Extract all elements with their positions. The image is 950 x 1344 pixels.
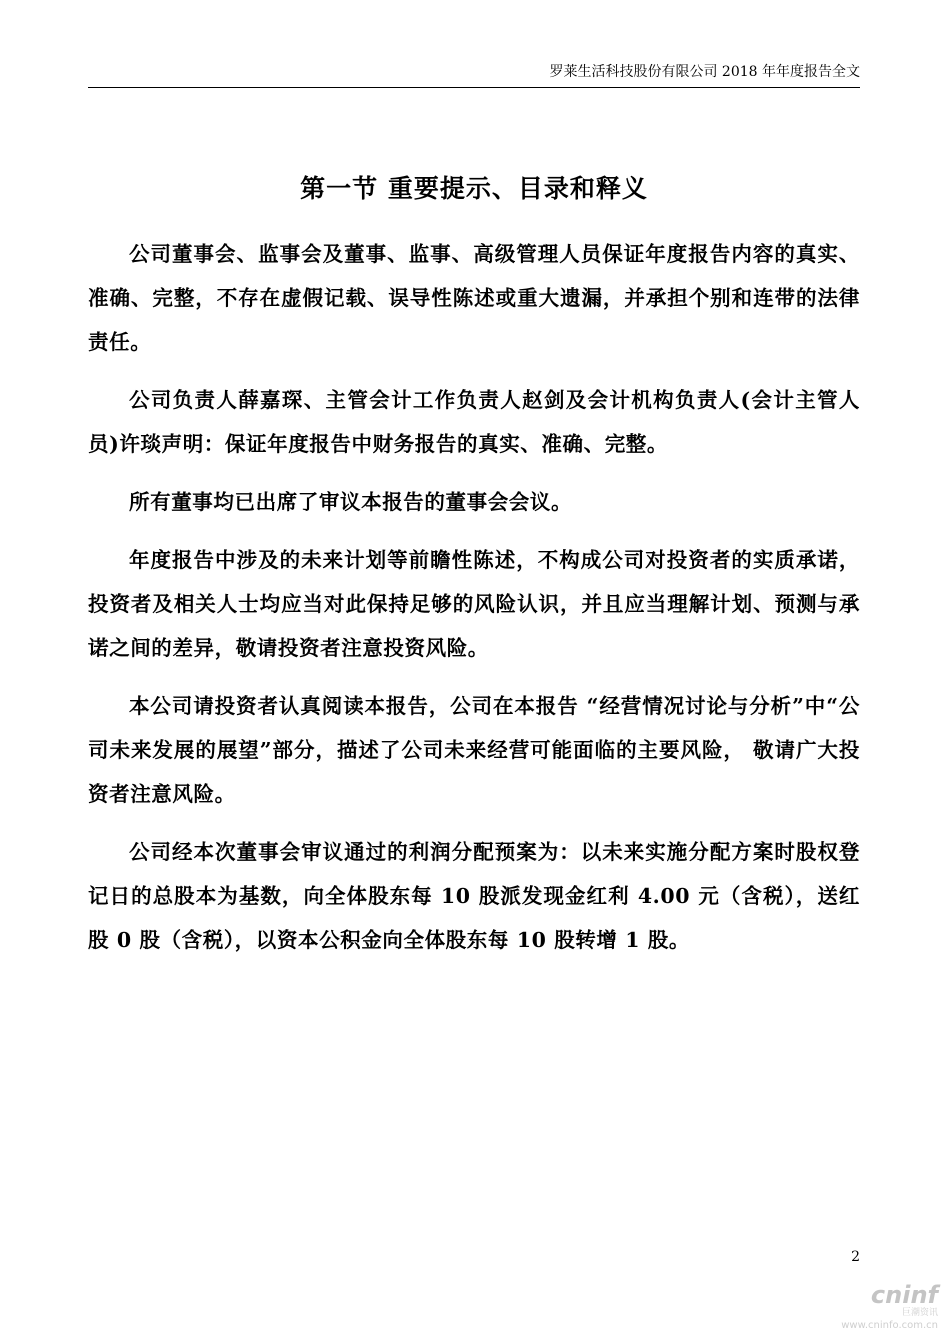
paragraph-risk-notice: 本公司请投资者认真阅读本报告，公司在本报告 “经营情况讨论与分析”中“公司未来发展的展望”部分，描述了公司未来经营可能面临的主要风险， 敬请广大投资者注意风险。 [88, 694, 860, 806]
watermark-subtitle: 巨潮资讯 [901, 1308, 938, 1318]
header-divider [88, 87, 860, 88]
cninfo-watermark [818, 1282, 938, 1336]
paragraph-directors-attendance: 所有董事均已出席了审议本报告的董事会会议。 [129, 490, 573, 514]
watermark-logo: cninf [870, 1281, 938, 1309]
document-body [88, 232, 860, 976]
page-number: 2 [851, 1249, 860, 1265]
watermark-url: www.cninfo.com.cn [841, 1320, 938, 1331]
section-title: 第一节 重要提示、目录和释义 [300, 173, 648, 203]
paragraph-financial-statement-declaration: 公司负责人薛嘉琛、主管会计工作负责人赵剑及会计机构负责人(会计主管人员)许琰声明：保证年度报告中财务报告的真实、准确、完整。 [88, 388, 860, 456]
paragraph-profit-distribution: 公司经本次董事会审议通过的利润分配预案为：以未来实施分配方案时股权登记日的总股本为基数，向全体股东每 10 股派发现金红利 4.00 元（含税），送红股 0 股（含税），以资本公积金向全体股东每 10 股转增 1 股。 [88, 840, 860, 952]
running-header: 罗莱生活科技股份有限公司 2018 年年度报告全文 [549, 64, 860, 80]
paragraph-board-guarantee: 公司董事会、监事会及董事、监事、高级管理人员保证年度报告内容的真实、准确、完整，不存在虚假记载、误导性陈述或重大遗漏，并承担个别和连带的法律责任。 [88, 242, 860, 354]
paragraph-forward-looking-statements: 年度报告中涉及的未来计划等前瞻性陈述，不构成公司对投资者的实质承诺，投资者及相关人士均应当对此保持足够的风险认识，并且应当理解计划、预测与承诺之间的差异，敬请投资者注意投资风险。 [88, 548, 860, 660]
